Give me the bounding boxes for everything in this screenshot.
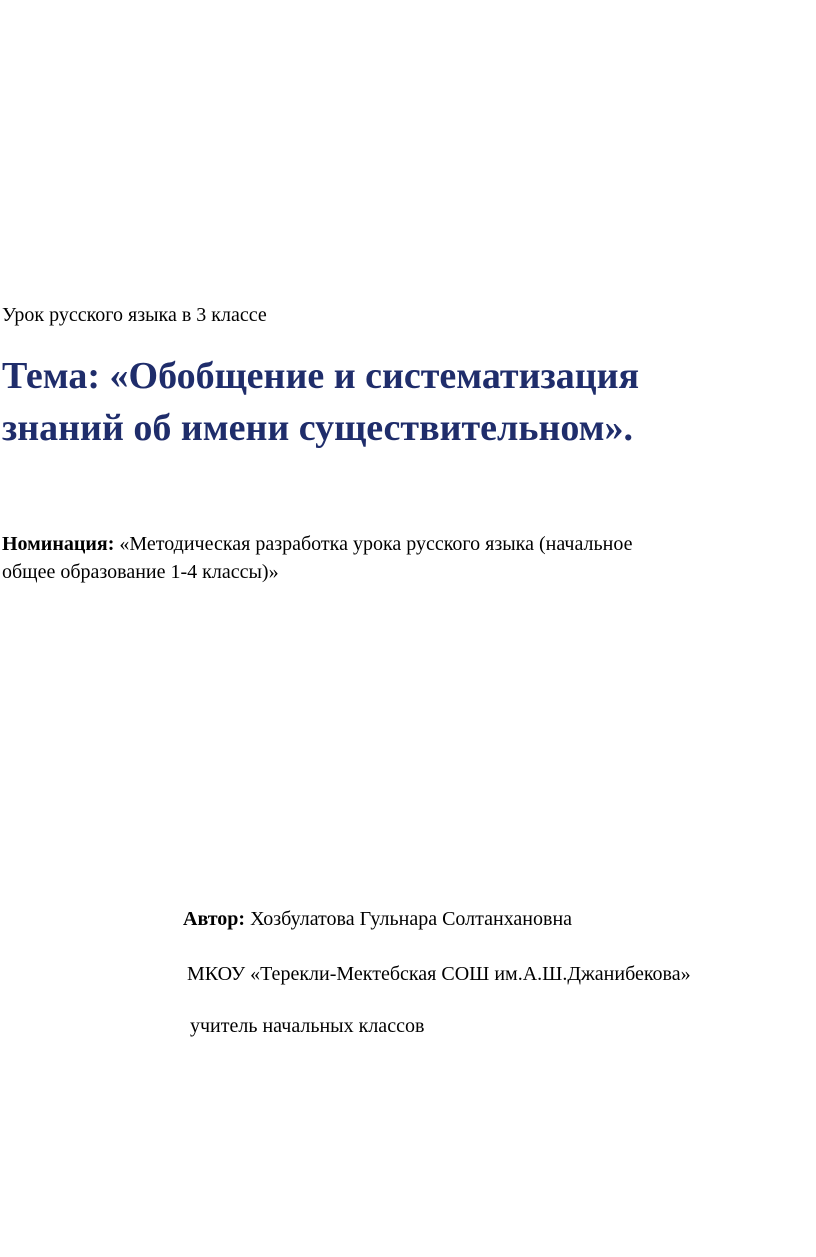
lesson-subtitle: Урок русского языка в 3 классе [2,304,267,326]
author-position: учитель начальных классов [190,1015,425,1037]
nomination-label: Номинация: [2,533,115,555]
lesson-title-line-1: Тема: «Обобщение и систематизация [2,355,640,397]
author-line [183,905,572,933]
author-label: Автор: [183,908,246,930]
author-school: МКОУ «Терекли-Мектебская СОШ им.А.Ш.Джанибекова» [187,963,691,985]
lesson-title [2,350,812,454]
nomination-paragraph [2,530,812,586]
author-name: Хозбулатова Гульнара Солтанхановна [245,908,573,930]
nomination-text-line-2: общее образование 1-4 классы)» [2,561,279,583]
nomination-text-line-1: «Методическая разработка урока русского языка (начальное [114,533,633,555]
lesson-title-line-2: знаний об имени существительном». [2,407,634,449]
